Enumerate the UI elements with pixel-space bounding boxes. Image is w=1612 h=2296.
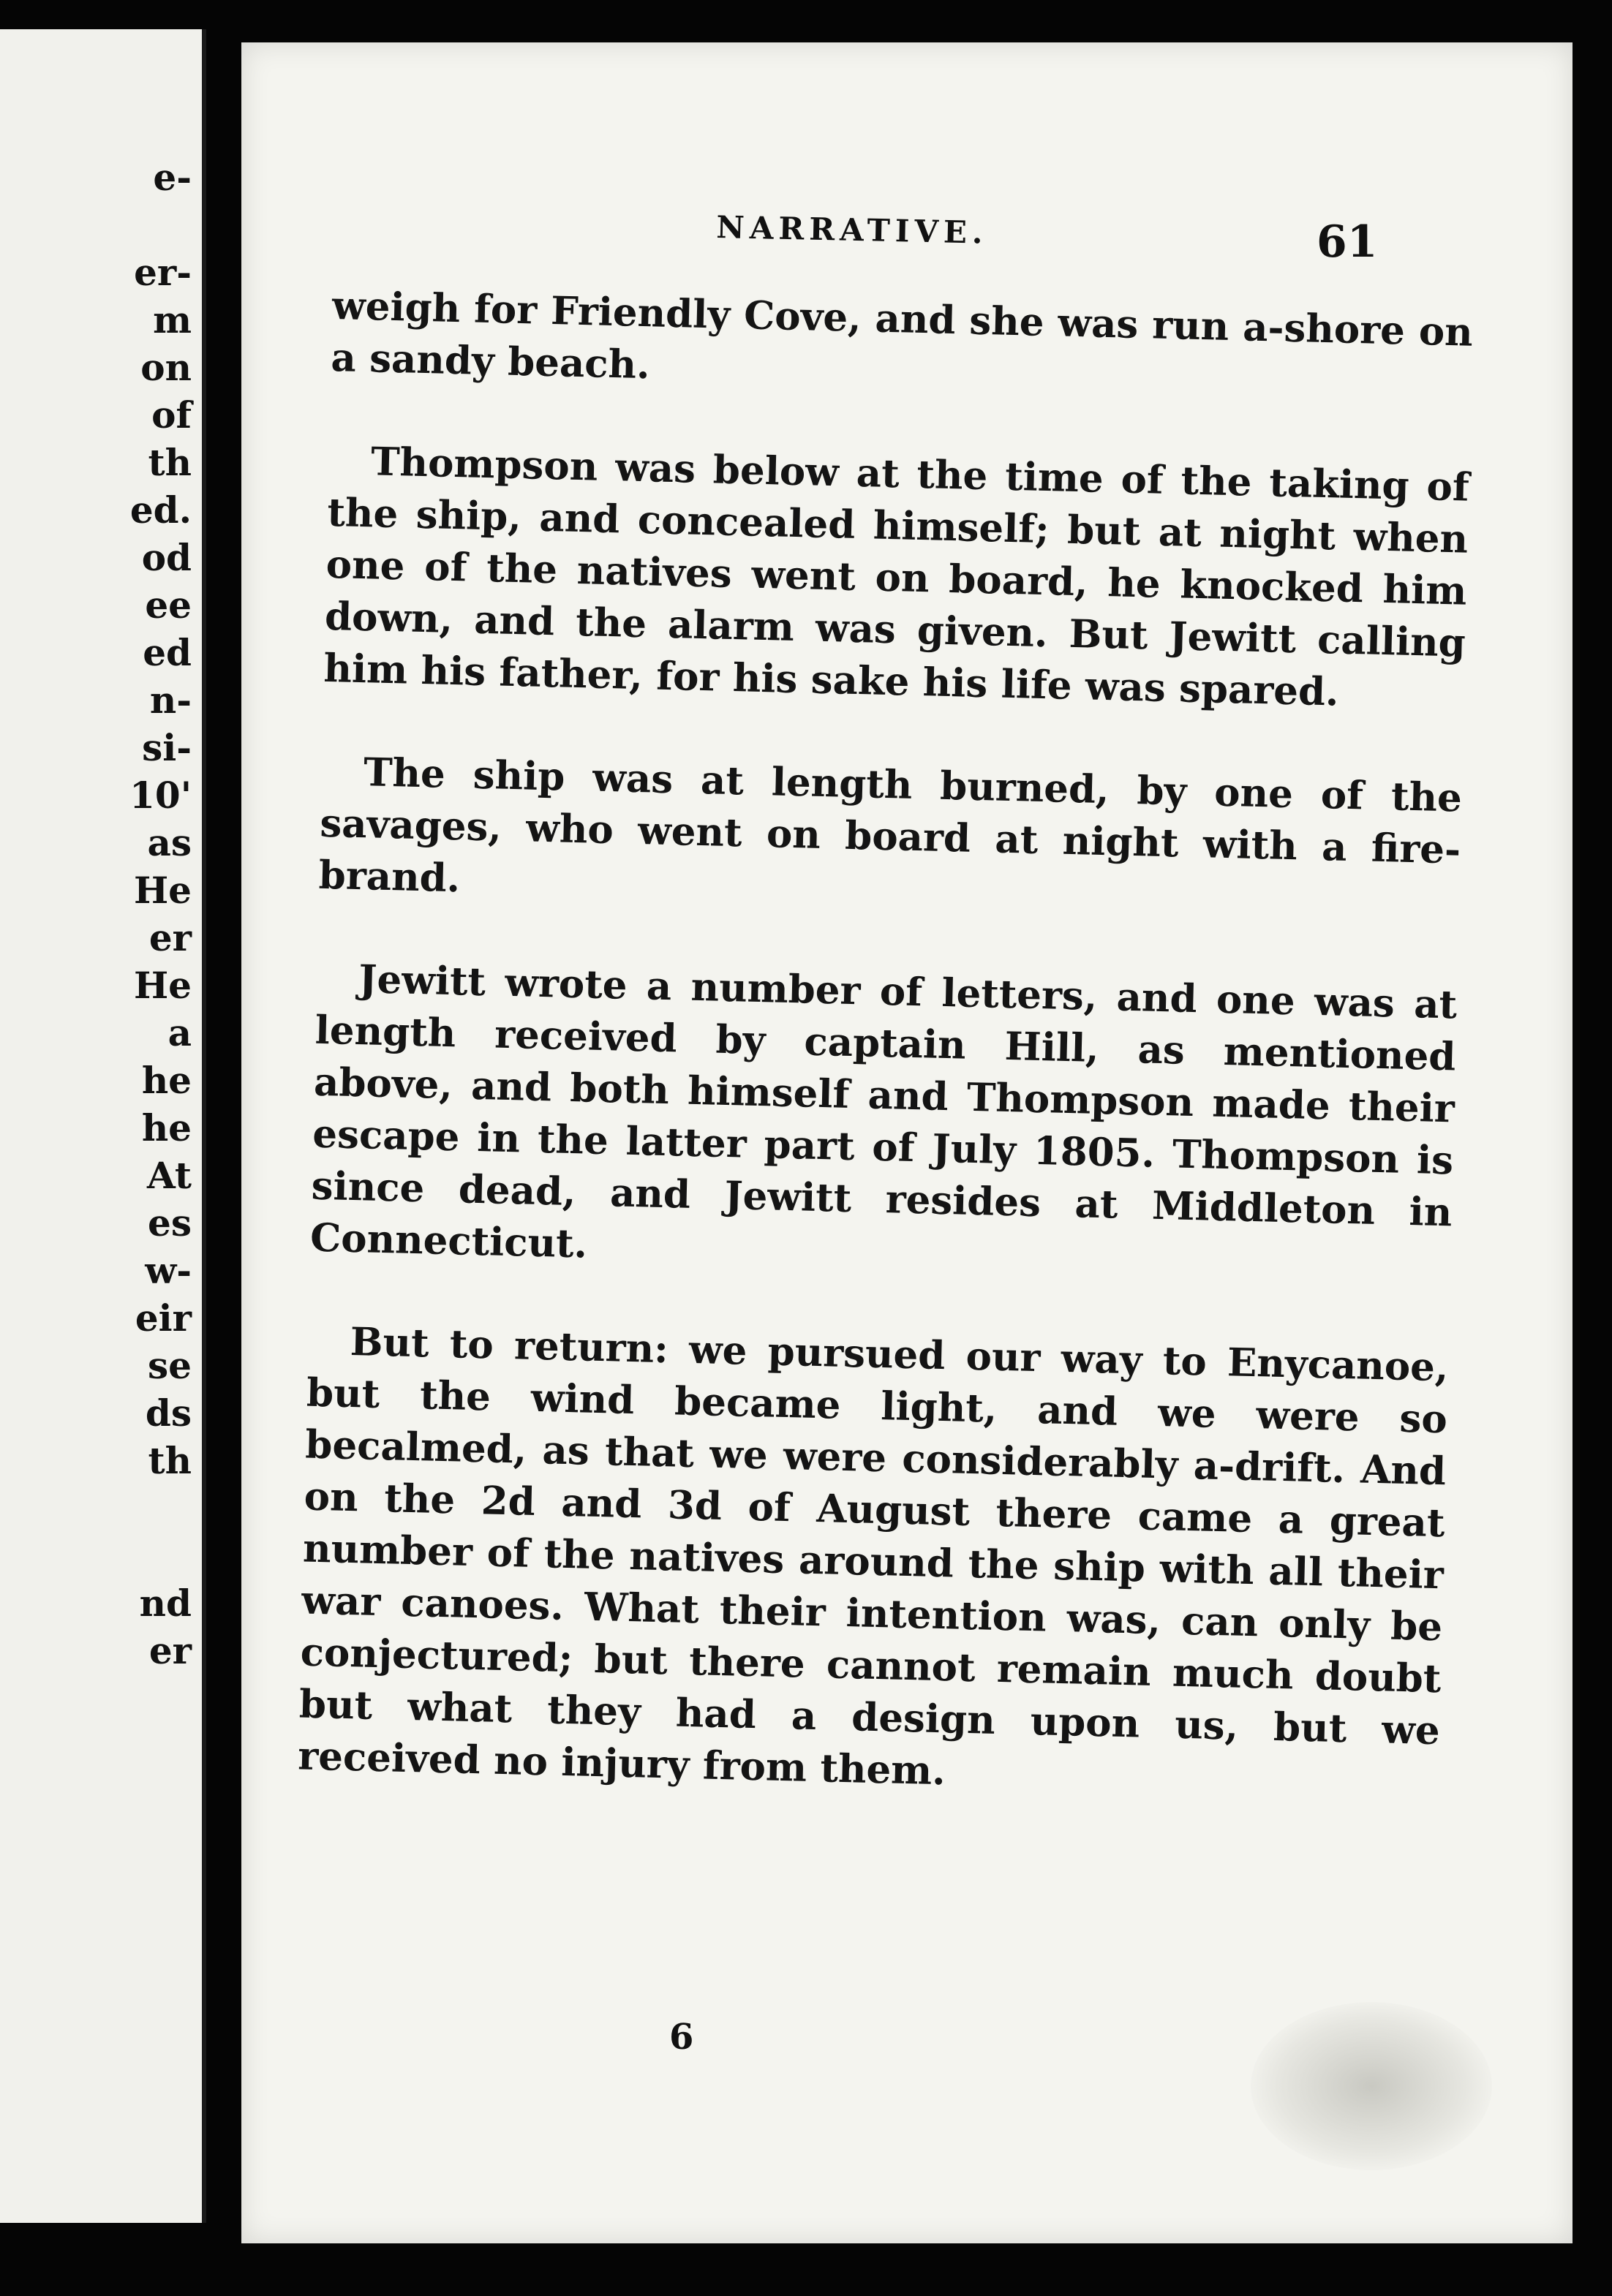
- left-text-fragment: er-: [134, 251, 192, 294]
- left-text-fragment: ed.: [129, 488, 192, 532]
- left-text-fragment: th: [148, 441, 192, 484]
- left-text-fragment: He: [133, 869, 192, 912]
- left-text-fragment: th: [148, 1439, 192, 1482]
- paragraph: The ship was at length burned, by one of the savages, who went on board at night with a fire-brand.: [318, 749, 1463, 902]
- left-text-fragment: nd: [139, 1582, 192, 1625]
- left-text-fragment: er: [148, 1629, 192, 1672]
- left-text-fragment: eir: [135, 1296, 192, 1340]
- paragraph: Jewitt wrote a number of letters, and one was at length received by captain Hill, as mentioned above, and both himself and Thompson made their escape in the latter part of July 1805. Thompson is since dead, and Jewitt resides at Middleton in Connecticut.: [309, 956, 1458, 1267]
- paragraph: But to return: we pursued our way to Enycanoe, but the wind became light, and we were so becalmed, as that we were considerably a-drift. And on the 2d and 3d of August there came a great number of the natives around the ship with all their war canoes. What their intention was, can only be conjectured; but there cannot remain much doubt but what they had a design upon us, but we received no injury from them.: [297, 1318, 1450, 1794]
- left-text-fragment: ds: [145, 1391, 192, 1435]
- left-text-fragment: ed: [143, 631, 192, 674]
- left-text-fragment: od: [141, 536, 192, 579]
- facing-page-fragment: [0, 29, 206, 2223]
- left-text-fragment: se: [148, 1344, 192, 1387]
- page-number: 61: [1317, 216, 1378, 268]
- paragraph: weigh for Friendly Cove, and she was run a-shore on a sandy beach.: [330, 282, 1474, 388]
- left-text-fragment: a: [167, 1011, 192, 1054]
- left-text-fragment: on: [140, 346, 192, 389]
- left-text-fragment: 10': [129, 774, 192, 817]
- left-text-fragment: as: [147, 821, 192, 864]
- left-text-fragment: of: [151, 393, 192, 437]
- left-text-fragment: w-: [145, 1249, 192, 1292]
- running-head: NARRATIVE.: [715, 209, 989, 251]
- left-text-fragment: he: [141, 1106, 192, 1149]
- left-text-fragment: At: [146, 1154, 192, 1197]
- left-text-fragment: ee: [145, 584, 192, 627]
- paper-stain: [1251, 2002, 1492, 2170]
- left-text-fragment: He: [133, 964, 192, 1007]
- left-text-fragment: e-: [153, 156, 192, 199]
- signature-mark: 6: [669, 2017, 694, 2058]
- left-text-fragment: n-: [149, 679, 192, 722]
- left-text-fragment: he: [141, 1059, 192, 1102]
- left-text-fragment: si-: [142, 726, 192, 769]
- page-body: [296, 280, 1474, 1860]
- book-page: [241, 42, 1573, 2243]
- left-text-fragment: m: [153, 298, 192, 341]
- left-text-fragment: er: [148, 916, 192, 959]
- left-text-fragment: es: [148, 1201, 192, 1245]
- paragraph: Thompson was below at the time of the taking of the ship, and concealed himself; but at night when one of the natives went on board, he knocked him down, and the alarm was given. But Jewitt calling him his father, for his sake his life was spared.: [323, 439, 1470, 715]
